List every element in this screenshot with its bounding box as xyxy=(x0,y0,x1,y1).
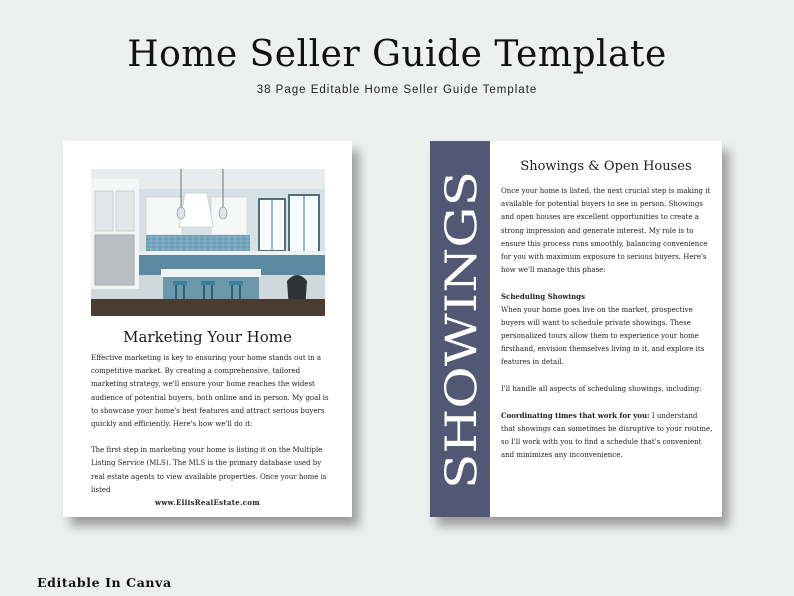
showings-body xyxy=(501,185,713,476)
coordinating-label: Coordinating times that work for you: xyxy=(501,410,650,420)
marketing-page-preview xyxy=(63,141,352,517)
marketing-paragraph: Effective marketing is key to ensuring your home stands out in a competitive market. By creating a comprehensive, tailored marketing strategy, we'll ensure your home reaches the widest audience of potential buyers, both online and in person. My goal is to showcase your home's best features and attract serious buyers quickly and efficiently. Here's how we'll do it: xyxy=(91,354,329,429)
handle-text: I'll handle all aspects of scheduling showings, including: xyxy=(501,384,702,393)
scheduling-section xyxy=(501,290,713,369)
showings-page-preview xyxy=(430,141,722,517)
scheduling-subheading: Scheduling Showings xyxy=(501,292,586,302)
coordinating-section xyxy=(501,409,713,463)
mls-paragraph: The first step in marketing your home is listing it on the Multiple Listing Service (MLS). The MLS is the primary database used by real estate agents to view available properties. Once your home is listed xyxy=(91,446,327,494)
marketing-heading: Marketing Your Home xyxy=(123,328,292,346)
showings-vertical-title: SHOWINGS xyxy=(437,224,487,489)
page-subtitle: 38 Page Editable Home Seller Guide Template xyxy=(256,84,538,96)
page-title: Home Seller Guide Template xyxy=(127,34,667,75)
kitchen-photo xyxy=(91,169,325,316)
showings-side-band xyxy=(430,141,490,517)
website-url: www.EllisRealEstate.com xyxy=(155,498,260,507)
showings-intro: Once your home is listed, the next crucial step is making it available for potential buyers to see in person. Showings and open houses are excellent opportunities to create a strong impression and generate interest. My role is to ensure this process runs smoothly, balancing convenience for you with maximum exposure to serious buyers. Here's how we'll manage this phase: xyxy=(501,187,711,275)
scheduling-text: When your home goes live on the market, prospective buyers will want to schedule private showings. These personalized tours allow them to experience your home firsthand, envision themselves living in it, and explore its features in detail. xyxy=(501,305,705,367)
marketing-body xyxy=(91,352,331,494)
editable-in-canva-label: Editable In Canva xyxy=(37,575,172,590)
showings-heading: Showings & Open Houses xyxy=(520,159,692,174)
coordinating-text: I understand that showings can sometimes be disruptive to your routine, so I'll work with you to find a schedule that's convenient and minimizes any inconvenience. xyxy=(501,411,713,460)
